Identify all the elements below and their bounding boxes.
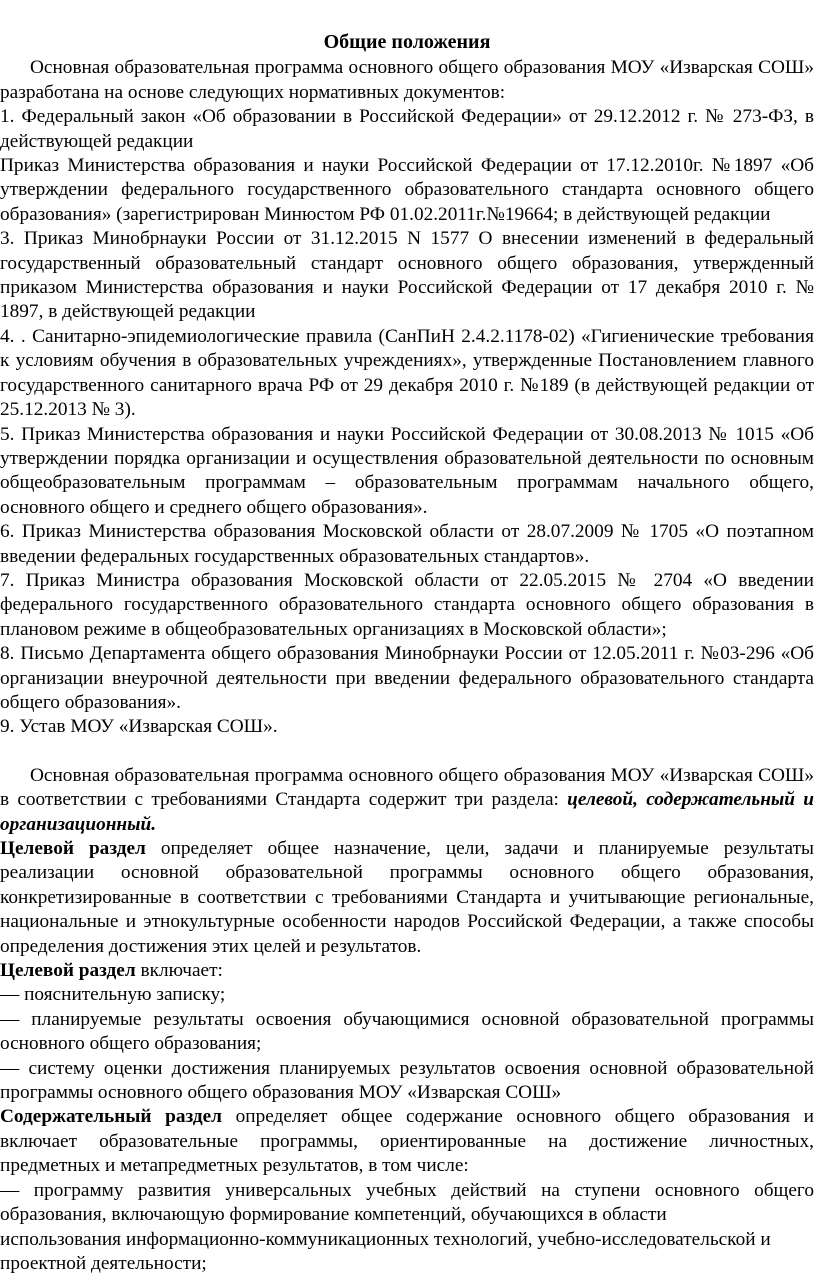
structure-text: Основная образовательная программа основного общего образования МОУ «Изварская СОШ» в соответствии с требованиями Стандарта содержит три раздела: — [0, 765, 814, 810]
target-includes-paragraph — [0, 959, 814, 983]
paragraph-gap — [0, 740, 814, 764]
document-item: 8. Письмо Департамента общего образования Минобрнауки России от 12.05.2011 г. №03-296 «Об организации внеурочной деятельности при введении федерального образовательного стандарта общего образования». — [0, 642, 814, 715]
document-item: 9. Устав МОУ «Изварская СОШ». — [0, 715, 814, 739]
content-section-heading: Содержательный раздел — [0, 1106, 222, 1127]
document-item: 3. Приказ Минобрнауки России от 31.12.2015 N 1577 О внесении изменений в федеральный государственный образовательный стандарт основного общего образования, утвержденный приказом Министерства образования и науки Российской Федерации от 17 декабря 2010 г. № 1897, в действующей редакции — [0, 227, 814, 325]
target-includes-heading: Целевой раздел — [0, 960, 136, 981]
content-section-paragraph — [0, 1105, 814, 1178]
list-item: — систему оценки достижения планируемых результатов освоения основной образовательной программы основного общего образования МОУ «Изварская СОШ» — [0, 1057, 814, 1106]
list-item: — пояснительную записку; — [0, 983, 814, 1007]
document-item: 1. Федеральный закон «Об образовании в Российской Федерации» от 29.12.2012 г. № 273-ФЗ, в действующей редакции — [0, 105, 814, 154]
document-item: 7. Приказ Министра образования Московской области от 22.05.2015 № 2704 «О введении федерального государственного образовательного стандарта основного общего образования в плановом режиме в общеобразовательных организациях в Московской области»; — [0, 569, 814, 642]
document-page — [0, 30, 814, 1276]
target-section-paragraph — [0, 837, 814, 959]
page-title: Общие положения — [0, 30, 814, 54]
structure-sections: целевой, содержательный и организационный. — [0, 789, 814, 834]
document-item: Приказ Министерства образования и науки Российской Федерации от 17.12.2010г. №1897 «Об утверждении федерального государственного образовательного стандарта основного общего образования» (зарегистрирован Минюстом РФ 01.02.2011г.№19664; в действующей редакции — [0, 154, 814, 227]
list-item: использования информационно-коммуникационных технологий, учебно-исследовательской и проектной деятельности; — [0, 1228, 814, 1276]
document-item: 5. Приказ Министерства образования и науки Российской Федерации от 30.08.2013 № 1015 «Об утверждении порядка организации и осуществления образовательной деятельности по основным общеобразовательным программам – образовательным программам начального общего, основного общего и среднего общего образования». — [0, 423, 814, 521]
structure-paragraph — [0, 764, 814, 837]
document-item: 4. . Санитарно-эпидемиологические правила (СанПиН 2.4.2.1178-02) «Гигиенические требования к условиям обучения в образовательных учреждениях», утвержденные Постановлением главного государственного санитарного врача РФ от 29 декабря 2010 г. №189 (в действующей редакции от 25.12.2013 № 3). — [0, 325, 814, 423]
list-item: — планируемые результаты освоения обучающимися основной образовательной программы основного общего образования; — [0, 1008, 814, 1057]
document-item: 6. Приказ Министерства образования Московской области от 28.07.2009 № 1705 «О поэтапном введении федеральных государственных образовательных стандартов». — [0, 520, 814, 569]
intro-paragraph: Основная образовательная программа основного общего образования МОУ «Изварская СОШ» разработана на основе следующих нормативных документов: — [0, 56, 814, 105]
target-section-heading: Целевой раздел — [0, 838, 146, 859]
list-item: — программу развития универсальных учебных действий на ступени основного общего образования, включающую формирование компетенций, обучающихся в области — [0, 1179, 814, 1228]
content-section-text: определяет общее содержание основного общего образования и включает образовательные программы, ориентированные на достижение личностных, предметных и метапредметных результатов, в том числе: — [0, 1106, 814, 1176]
target-includes-text: включает: — [136, 960, 223, 981]
target-section-text: определяет общее назначение, цели, задачи и планируемые результаты реализации основной образовательной программы основного общего образования, конкретизированные в соответствии с требованиями Стандарта и учитывающие региональные, национальные и этнокультурные особенности народов Российской Федерации, а также способы определения достижения этих целей и результатов. — [0, 838, 814, 957]
